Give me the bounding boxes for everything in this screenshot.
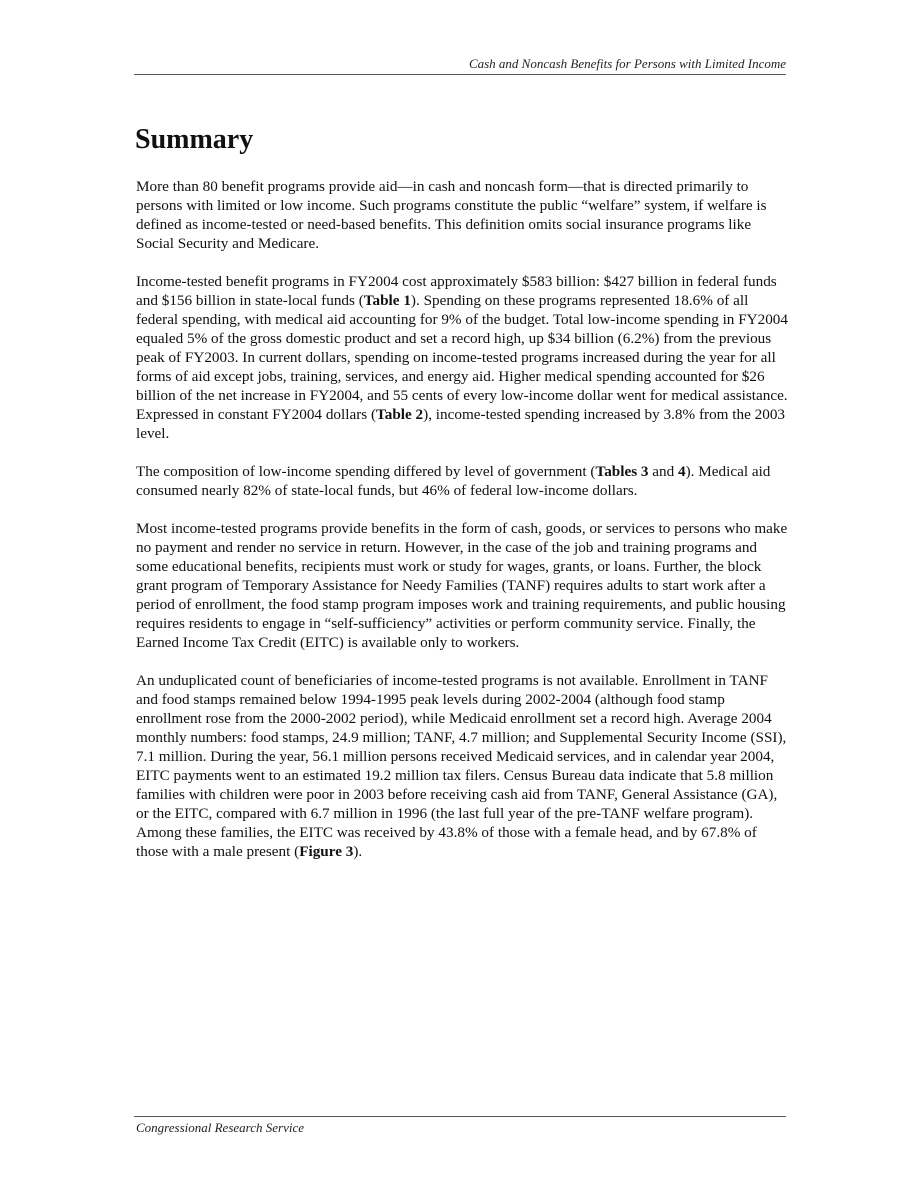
summary-body [136,177,788,880]
paragraph-4: Most income-tested programs provide benefits in the form of cash, goods, or services to persons who make no payment and render no service in return. However, in the case of the job and training programs and some educational benefits, recipients must work or study for wages, grants, or loans. Further, the block grant program of Temporary Assistance for Needy Families (TANF) requires adults to start work after a period of enrollment, the food stamp program imposes work and training requirements, and public housing requires residents to engage in “self-sufficiency” activities or perform community service. Finally, the Earned Income Tax Credit (EITC) is available only to workers. [136,520,788,651]
running-header: Cash and Noncash Benefits for Persons with Limited Income [468,56,786,71]
paragraph-2-text-c: ), income-tested spending increased by 3.8% from the 2003 level. [136,406,786,442]
footer-rule [134,1116,786,1117]
paragraph-2-text-b: ). Spending on these programs represented 18.6% of all federal spending, with medical aid accounting for 9% of the budget. Total low-income spending in FY2004 equaled 5% of the gross domestic product and set a record high, up $34 billion (6.2%) from the previous peak of FY2003. In current dollars, spending on income-tested programs increased during the year for all forms of aid except jobs, training, services, and energy aid. Higher medical spending accounted for $26 billion of the net increase in FY2004, and 55 cents of every low-income dollar went for medical assistance. Expressed in constant FY2004 dollars ( [136,292,788,423]
paragraph-5-text-b: ). [353,843,363,860]
paragraph-3-text-a: The composition of low-income spending differed by level of government ( [136,463,596,480]
table-1-reference: Table 1 [363,292,411,309]
paragraph-3-text-b: and [648,463,679,480]
paragraph-1: More than 80 benefit programs provide aid—in cash and noncash form—that is directed primarily to persons with limited or low income. Such programs constitute the public “welfare” system, if welfare is defined as income-tested or need-based benefits. This definition omits social insurance programs like Social Security and Medicare. [136,178,767,252]
paragraph-3 [136,462,788,500]
header-rule [134,74,786,75]
page-title: Summary [135,124,254,155]
tables-3-reference: Tables 3 [595,463,649,480]
paragraph-5-text-a: An unduplicated count of beneficiaries of income-tested programs is not available. Enrollment in TANF and food stamps remained below 1994-1995 peak levels during 2002-2004 (although food stamp enrollment rose from the 2000-2002 period), while Medicaid enrollment set a record high. Average 2004 monthly numbers: food stamps, 24.9 million; TANF, 4.7 million; and Supplemental Security Income (SSI), 7.1 million. During the year, 56.1 million persons received Medicaid services, and in calendar year 2004, EITC payments went to an estimated 19.2 million tax filers. Census Bureau data indicate that 5.8 million families with children were poor in 2003 before receiving cash aid from TANF, General Assistance (GA), or the EITC, compared with 6.7 million in 1996 (the last full year of the pre-TANF welfare program). Among these families, the EITC was received by 43.8% of those with a female head, and by 67.8% of those with a male present ( [136,672,787,860]
figure-3-reference: Figure 3 [299,843,354,860]
paragraph-2-text-a: Income-tested benefit programs in FY2004 cost approximately $583 billion: $427 billion in federal funds and $156 billion in state-local funds ( [136,273,777,309]
paragraph-3-text-c: ). Medical aid consumed nearly 82% of state-local funds, but 46% of federal low-income dollars. [136,463,771,499]
running-footer: Congressional Research Service [136,1120,304,1135]
paragraph-5 [136,671,788,861]
table-4-reference: 4 [678,463,686,480]
table-2-reference: Table 2 [376,406,424,423]
paragraph-2 [136,272,788,443]
